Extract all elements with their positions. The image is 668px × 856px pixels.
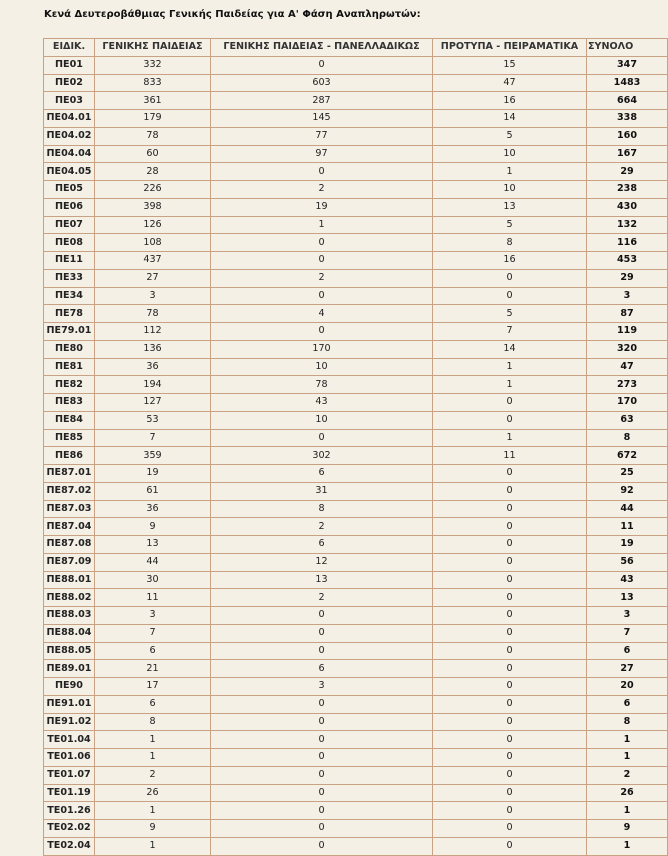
model-experimental-cell: 8 (433, 234, 586, 251)
model-experimental-cell: 0 (433, 696, 586, 713)
specialty-cell: ΠΕ04.04 (44, 146, 94, 163)
specialty-cell: ΠΕ87.08 (44, 536, 94, 553)
general-education-cell: 19 (95, 465, 210, 482)
total-cell: 92 (587, 483, 667, 500)
general-education-cell: 1 (95, 749, 210, 766)
nationwide-cell: 0 (211, 252, 432, 269)
nationwide-cell: 0 (211, 767, 432, 784)
specialty-cell: ΠΕ78 (44, 305, 94, 322)
total-cell: 7 (587, 625, 667, 642)
general-education-cell: 17 (95, 678, 210, 695)
table-row (44, 163, 667, 180)
general-education-cell: 36 (95, 501, 210, 518)
specialty-cell: ΠΕ81 (44, 359, 94, 376)
total-cell: 63 (587, 412, 667, 429)
table-row (44, 128, 667, 145)
table-row (44, 199, 667, 216)
total-cell: 8 (587, 430, 667, 447)
nationwide-cell: 0 (211, 820, 432, 837)
specialty-cell: ΤΕ01.19 (44, 785, 94, 802)
table-row (44, 252, 667, 269)
table-row (44, 341, 667, 358)
specialty-cell: ΠΕ87.04 (44, 518, 94, 535)
total-cell: 2 (587, 767, 667, 784)
total-cell: 453 (587, 252, 667, 269)
table-row (44, 501, 667, 518)
specialty-cell: ΠΕ88.02 (44, 589, 94, 606)
table-row (44, 181, 667, 198)
general-education-cell: 361 (95, 92, 210, 109)
model-experimental-cell: 7 (433, 323, 586, 340)
specialty-cell: ΠΕ84 (44, 412, 94, 429)
nationwide-cell: 10 (211, 412, 432, 429)
nationwide-cell: 0 (211, 643, 432, 660)
total-cell: 116 (587, 234, 667, 251)
header-model-experimental: ΠΡΟΤΥΠΑ - ΠΕΙΡΑΜΑΤΙΚΑ (433, 39, 586, 56)
nationwide-cell: 170 (211, 341, 432, 358)
nationwide-cell: 0 (211, 323, 432, 340)
table-row (44, 820, 667, 837)
model-experimental-cell: 1 (433, 163, 586, 180)
total-cell: 1 (587, 731, 667, 748)
model-experimental-cell: 0 (433, 465, 586, 482)
total-cell: 6 (587, 696, 667, 713)
general-education-cell: 1 (95, 802, 210, 819)
specialty-cell: ΠΕ86 (44, 447, 94, 464)
nationwide-cell: 3 (211, 678, 432, 695)
table-body (44, 57, 667, 855)
nationwide-cell: 0 (211, 838, 432, 855)
model-experimental-cell: 0 (433, 820, 586, 837)
nationwide-cell: 0 (211, 288, 432, 305)
general-education-cell: 7 (95, 430, 210, 447)
specialty-cell: ΠΕ04.05 (44, 163, 94, 180)
model-experimental-cell: 16 (433, 92, 586, 109)
table-row (44, 146, 667, 163)
general-education-cell: 44 (95, 554, 210, 571)
table-row (44, 572, 667, 589)
general-education-cell: 127 (95, 394, 210, 411)
table-row (44, 731, 667, 748)
general-education-cell: 136 (95, 341, 210, 358)
model-experimental-cell: 0 (433, 678, 586, 695)
model-experimental-cell: 15 (433, 57, 586, 74)
specialty-cell: ΠΕ04.02 (44, 128, 94, 145)
model-experimental-cell: 0 (433, 589, 586, 606)
specialty-cell: ΠΕ05 (44, 181, 94, 198)
specialty-cell: ΠΕ04.01 (44, 110, 94, 127)
model-experimental-cell: 14 (433, 341, 586, 358)
specialty-cell: ΠΕ82 (44, 376, 94, 393)
model-experimental-cell: 16 (433, 252, 586, 269)
general-education-cell: 2 (95, 767, 210, 784)
specialty-cell: ΠΕ01 (44, 57, 94, 74)
nationwide-cell: 97 (211, 146, 432, 163)
specialty-cell: ΠΕ02 (44, 75, 94, 92)
total-cell: 3 (587, 607, 667, 624)
specialty-cell: ΠΕ90 (44, 678, 94, 695)
model-experimental-cell: 0 (433, 288, 586, 305)
table-row (44, 767, 667, 784)
specialty-cell: ΠΕ79.01 (44, 323, 94, 340)
specialty-cell: ΠΕ88.01 (44, 572, 94, 589)
nationwide-cell: 2 (211, 181, 432, 198)
model-experimental-cell: 10 (433, 181, 586, 198)
general-education-cell: 61 (95, 483, 210, 500)
nationwide-cell: 8 (211, 501, 432, 518)
total-cell: 238 (587, 181, 667, 198)
general-education-cell: 27 (95, 270, 210, 287)
total-cell: 29 (587, 270, 667, 287)
total-cell: 11 (587, 518, 667, 535)
specialty-cell: ΠΕ89.01 (44, 660, 94, 677)
model-experimental-cell: 0 (433, 412, 586, 429)
table-row (44, 785, 667, 802)
model-experimental-cell: 0 (433, 270, 586, 287)
model-experimental-cell: 5 (433, 305, 586, 322)
model-experimental-cell: 0 (433, 838, 586, 855)
table-row (44, 802, 667, 819)
specialty-cell: ΠΕ83 (44, 394, 94, 411)
table-row (44, 412, 667, 429)
specialty-cell: ΠΕ88.03 (44, 607, 94, 624)
total-cell: 13 (587, 589, 667, 606)
total-cell: 27 (587, 660, 667, 677)
total-cell: 3 (587, 288, 667, 305)
total-cell: 26 (587, 785, 667, 802)
model-experimental-cell: 0 (433, 394, 586, 411)
specialty-cell: ΠΕ88.05 (44, 643, 94, 660)
header-specialty: ΕΙΔΙΚ. (44, 39, 94, 56)
nationwide-cell: 0 (211, 234, 432, 251)
general-education-cell: 9 (95, 820, 210, 837)
general-education-cell: 60 (95, 146, 210, 163)
general-education-cell: 226 (95, 181, 210, 198)
model-experimental-cell: 1 (433, 430, 586, 447)
general-education-cell: 30 (95, 572, 210, 589)
table-row (44, 696, 667, 713)
model-experimental-cell: 1 (433, 376, 586, 393)
table-row (44, 749, 667, 766)
general-education-cell: 126 (95, 217, 210, 234)
table-row (44, 554, 667, 571)
total-cell: 1 (587, 838, 667, 855)
model-experimental-cell: 0 (433, 785, 586, 802)
nationwide-cell: 302 (211, 447, 432, 464)
model-experimental-cell: 0 (433, 607, 586, 624)
nationwide-cell: 43 (211, 394, 432, 411)
model-experimental-cell: 5 (433, 217, 586, 234)
general-education-cell: 179 (95, 110, 210, 127)
nationwide-cell: 0 (211, 57, 432, 74)
nationwide-cell: 78 (211, 376, 432, 393)
nationwide-cell: 2 (211, 589, 432, 606)
total-cell: 29 (587, 163, 667, 180)
header-general-education-nationwide: ΓΕΝΙΚΗΣ ΠΑΙΔΕΙΑΣ - ΠΑΝΕΛΛΑΔΙΚΩΣ (211, 39, 432, 56)
general-education-cell: 9 (95, 518, 210, 535)
total-cell: 8 (587, 714, 667, 731)
table-header-row (44, 39, 667, 56)
table-row (44, 518, 667, 535)
table-row (44, 75, 667, 92)
nationwide-cell: 10 (211, 359, 432, 376)
total-cell: 273 (587, 376, 667, 393)
nationwide-cell: 287 (211, 92, 432, 109)
table-row (44, 643, 667, 660)
total-cell: 1 (587, 749, 667, 766)
nationwide-cell: 2 (211, 270, 432, 287)
model-experimental-cell: 0 (433, 749, 586, 766)
table-row (44, 447, 667, 464)
general-education-cell: 332 (95, 57, 210, 74)
total-cell: 1 (587, 802, 667, 819)
nationwide-cell: 6 (211, 465, 432, 482)
model-experimental-cell: 0 (433, 536, 586, 553)
table-row (44, 607, 667, 624)
general-education-cell: 1 (95, 838, 210, 855)
specialty-cell: ΠΕ88.04 (44, 625, 94, 642)
total-cell: 19 (587, 536, 667, 553)
total-cell: 6 (587, 643, 667, 660)
general-education-cell: 359 (95, 447, 210, 464)
specialty-cell: ΠΕ08 (44, 234, 94, 251)
total-cell: 56 (587, 554, 667, 571)
specialty-cell: ΠΕ87.09 (44, 554, 94, 571)
nationwide-cell: 19 (211, 199, 432, 216)
total-cell: 132 (587, 217, 667, 234)
total-cell: 47 (587, 359, 667, 376)
table-row (44, 465, 667, 482)
specialty-cell: ΠΕ07 (44, 217, 94, 234)
nationwide-cell: 1 (211, 217, 432, 234)
nationwide-cell: 0 (211, 731, 432, 748)
model-experimental-cell: 0 (433, 767, 586, 784)
nationwide-cell: 0 (211, 714, 432, 731)
table-row (44, 536, 667, 553)
nationwide-cell: 31 (211, 483, 432, 500)
nationwide-cell: 145 (211, 110, 432, 127)
nationwide-cell: 603 (211, 75, 432, 92)
total-cell: 44 (587, 501, 667, 518)
table-row (44, 217, 667, 234)
general-education-cell: 437 (95, 252, 210, 269)
table-row (44, 483, 667, 500)
specialty-cell: ΠΕ11 (44, 252, 94, 269)
specialty-cell: ΤΕ01.04 (44, 731, 94, 748)
table-row (44, 92, 667, 109)
model-experimental-cell: 10 (433, 146, 586, 163)
total-cell: 1483 (587, 75, 667, 92)
nationwide-cell: 0 (211, 163, 432, 180)
total-cell: 119 (587, 323, 667, 340)
total-cell: 664 (587, 92, 667, 109)
specialty-cell: ΠΕ85 (44, 430, 94, 447)
total-cell: 43 (587, 572, 667, 589)
total-cell: 25 (587, 465, 667, 482)
general-education-cell: 78 (95, 128, 210, 145)
specialty-cell: ΠΕ87.01 (44, 465, 94, 482)
nationwide-cell: 0 (211, 430, 432, 447)
general-education-cell: 3 (95, 288, 210, 305)
specialty-cell: ΠΕ80 (44, 341, 94, 358)
header-total: ΣΥΝΟΛΟ (587, 39, 667, 56)
table-row (44, 430, 667, 447)
table-row (44, 660, 667, 677)
nationwide-cell: 0 (211, 696, 432, 713)
model-experimental-cell: 0 (433, 518, 586, 535)
general-education-cell: 112 (95, 323, 210, 340)
table-row (44, 110, 667, 127)
model-experimental-cell: 0 (433, 554, 586, 571)
table-row (44, 270, 667, 287)
nationwide-cell: 12 (211, 554, 432, 571)
model-experimental-cell: 1 (433, 359, 586, 376)
header-general-education: ΓΕΝΙΚΗΣ ΠΑΙΔΕΙΑΣ (95, 39, 210, 56)
specialty-cell: ΠΕ33 (44, 270, 94, 287)
nationwide-cell: 0 (211, 785, 432, 802)
nationwide-cell: 0 (211, 607, 432, 624)
model-experimental-cell: 0 (433, 501, 586, 518)
vacancies-table (43, 38, 668, 856)
table-row (44, 376, 667, 393)
total-cell: 430 (587, 199, 667, 216)
specialty-cell: ΤΕ01.07 (44, 767, 94, 784)
total-cell: 87 (587, 305, 667, 322)
nationwide-cell: 0 (211, 802, 432, 819)
nationwide-cell: 77 (211, 128, 432, 145)
specialty-cell: ΤΕ01.26 (44, 802, 94, 819)
table-row (44, 305, 667, 322)
nationwide-cell: 4 (211, 305, 432, 322)
model-experimental-cell: 11 (433, 447, 586, 464)
nationwide-cell: 13 (211, 572, 432, 589)
table-row (44, 323, 667, 340)
model-experimental-cell: 0 (433, 802, 586, 819)
general-education-cell: 6 (95, 643, 210, 660)
specialty-cell: ΠΕ06 (44, 199, 94, 216)
specialty-cell: ΤΕ02.04 (44, 838, 94, 855)
model-experimental-cell: 0 (433, 625, 586, 642)
nationwide-cell: 0 (211, 749, 432, 766)
specialty-cell: ΠΕ03 (44, 92, 94, 109)
general-education-cell: 8 (95, 714, 210, 731)
general-education-cell: 398 (95, 199, 210, 216)
general-education-cell: 78 (95, 305, 210, 322)
general-education-cell: 26 (95, 785, 210, 802)
specialty-cell: ΤΕ02.02 (44, 820, 94, 837)
nationwide-cell: 6 (211, 660, 432, 677)
specialty-cell: ΠΕ34 (44, 288, 94, 305)
nationwide-cell: 0 (211, 625, 432, 642)
general-education-cell: 28 (95, 163, 210, 180)
general-education-cell: 1 (95, 731, 210, 748)
model-experimental-cell: 13 (433, 199, 586, 216)
table-row (44, 678, 667, 695)
model-experimental-cell: 0 (433, 483, 586, 500)
general-education-cell: 13 (95, 536, 210, 553)
general-education-cell: 36 (95, 359, 210, 376)
general-education-cell: 53 (95, 412, 210, 429)
table-row (44, 838, 667, 855)
general-education-cell: 11 (95, 589, 210, 606)
total-cell: 672 (587, 447, 667, 464)
total-cell: 9 (587, 820, 667, 837)
model-experimental-cell: 47 (433, 75, 586, 92)
general-education-cell: 833 (95, 75, 210, 92)
total-cell: 160 (587, 128, 667, 145)
table-row (44, 359, 667, 376)
general-education-cell: 7 (95, 625, 210, 642)
total-cell: 320 (587, 341, 667, 358)
table-row (44, 57, 667, 74)
model-experimental-cell: 5 (433, 128, 586, 145)
total-cell: 347 (587, 57, 667, 74)
specialty-cell: ΠΕ91.02 (44, 714, 94, 731)
vacancies-table-container (43, 38, 641, 852)
total-cell: 338 (587, 110, 667, 127)
nationwide-cell: 2 (211, 518, 432, 535)
general-education-cell: 21 (95, 660, 210, 677)
specialty-cell: ΠΕ87.03 (44, 501, 94, 518)
model-experimental-cell: 0 (433, 731, 586, 748)
general-education-cell: 6 (95, 696, 210, 713)
total-cell: 20 (587, 678, 667, 695)
model-experimental-cell: 14 (433, 110, 586, 127)
total-cell: 167 (587, 146, 667, 163)
general-education-cell: 194 (95, 376, 210, 393)
general-education-cell: 3 (95, 607, 210, 624)
specialty-cell: ΠΕ87.02 (44, 483, 94, 500)
table-row (44, 589, 667, 606)
model-experimental-cell: 0 (433, 660, 586, 677)
total-cell: 170 (587, 394, 667, 411)
model-experimental-cell: 0 (433, 643, 586, 660)
table-row (44, 714, 667, 731)
specialty-cell: ΤΕ01.06 (44, 749, 94, 766)
table-row (44, 288, 667, 305)
model-experimental-cell: 0 (433, 572, 586, 589)
nationwide-cell: 6 (211, 536, 432, 553)
table-row (44, 234, 667, 251)
model-experimental-cell: 0 (433, 714, 586, 731)
general-education-cell: 108 (95, 234, 210, 251)
table-row (44, 394, 667, 411)
page-title: Κενά Δευτεροβάθμιας Γενικής Παιδείας για Α' Φάση Αναπληρωτών: (44, 9, 421, 20)
specialty-cell: ΠΕ91.01 (44, 696, 94, 713)
table-row (44, 625, 667, 642)
